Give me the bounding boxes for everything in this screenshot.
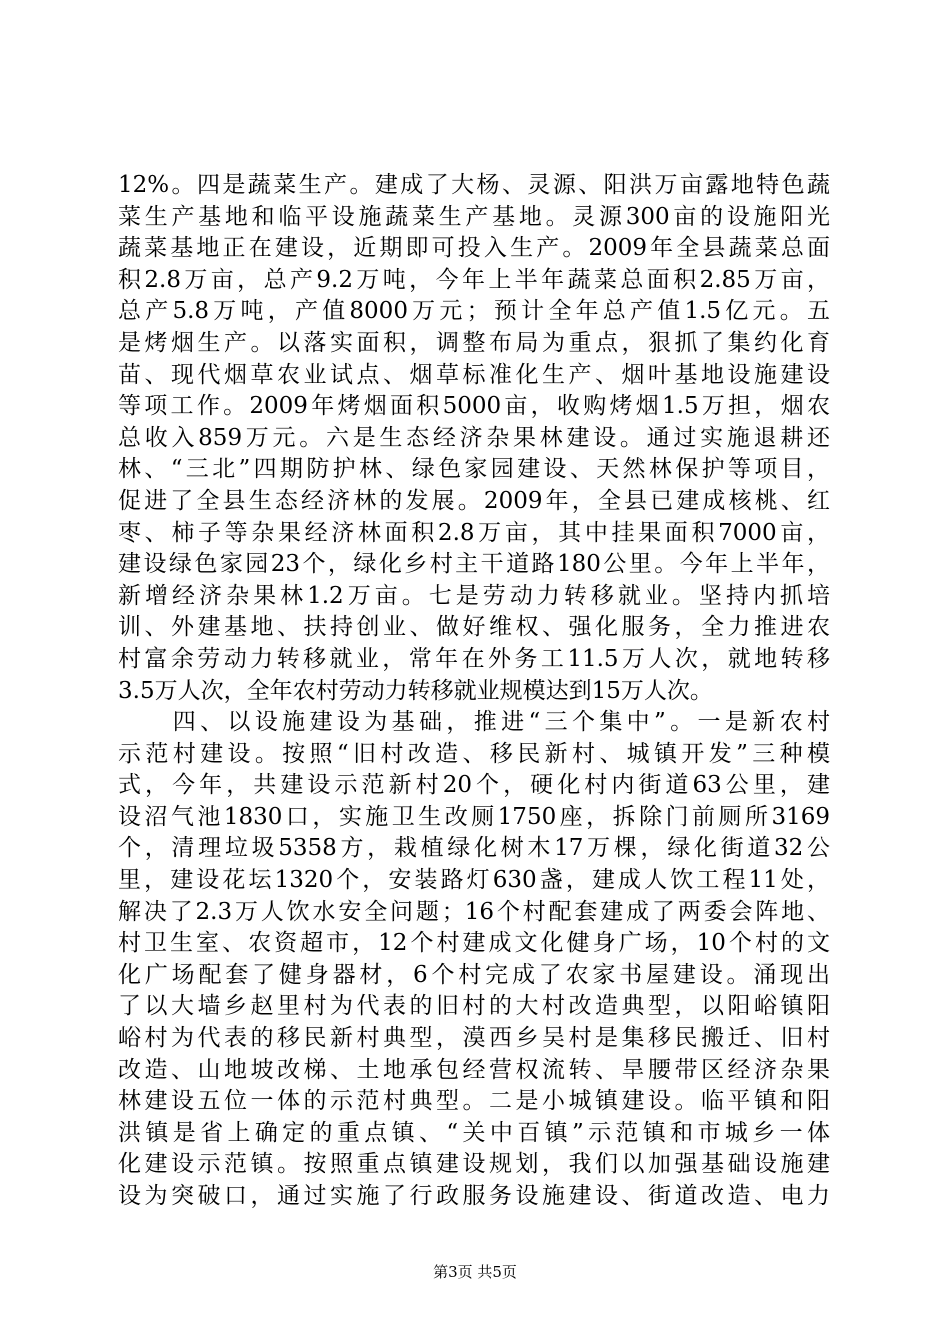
text-line: 苗、现代烟草农业试点、烟草标准化生产、烟叶基地设施建设 bbox=[118, 361, 830, 388]
text-line: 蔬菜基地正在建设，近期即可投入生产。2009年全县蔬菜总面 bbox=[118, 235, 830, 262]
text-line: 设沼气池1830口，实施卫生改厕1750座，拆除门前厕所3169 bbox=[118, 803, 830, 830]
text-line: 村卫生室、农资超市，12个村建成文化健身广场，10个村的文 bbox=[118, 930, 830, 957]
text-line: 3.5万人次，全年农村劳动力转移就业规模达到15万人次。 bbox=[118, 677, 713, 704]
text-line: 总产5.8万吨，产值8000万元；预计全年总产值1.5亿元。五 bbox=[118, 298, 830, 325]
text-line: 是烤烟生产。以落实面积，调整布局为重点，狠抓了集约化育 bbox=[118, 329, 830, 356]
page-footer: 第3页 共5页 bbox=[433, 1263, 517, 1281]
text-line: 峪村为代表的移民新村典型，漠西乡吴村是集移民搬迁、旧村 bbox=[118, 1025, 830, 1052]
text-line: 洪镇是省上确定的重点镇、“关中百镇”示范镇和市城乡一体 bbox=[118, 1119, 830, 1146]
text-line: 化广场配套了健身器材，6个村完成了农家书屋建设。涌现出 bbox=[118, 961, 830, 988]
text-line: 等项工作。2009年烤烟面积5000亩，收购烤烟1.5万担，烟农 bbox=[118, 393, 830, 420]
text-line: 建设绿色家园23个，绿化乡村主干道路180公里。今年上半年， bbox=[118, 551, 830, 578]
text-line: 村富余劳动力转移就业，常年在外务工11.5万人次，就地转移 bbox=[118, 645, 830, 672]
text-line: 改造、山地坡改梯、土地承包经营权流转、旱腰带区经济杂果 bbox=[118, 1056, 830, 1083]
text-line: 训、外建基地、扶持创业、做好维权、强化服务，全力推进农 bbox=[118, 614, 830, 641]
text-line: 12%。四是蔬菜生产。建成了大杨、灵源、阳洪万亩露地特色蔬 bbox=[118, 172, 830, 198]
text-line: 林、“三北”四期防护林、绿色家园建设、天然林保护等项目， bbox=[118, 456, 830, 483]
text-line: 林建设五位一体的示范村典型。二是小城镇建设。临平镇和阳 bbox=[118, 1088, 830, 1115]
text-line: 式，今年，共建设示范新村20个，硬化村内街道63公里，建 bbox=[118, 772, 830, 799]
text-line: 设为突破口，通过实施了行政服务设施建设、街道改造、电力 bbox=[118, 1183, 830, 1209]
text-line: 了以大墙乡赵里村为代表的旧村的大村改造典型，以阳峪镇阳 bbox=[118, 993, 830, 1020]
text-line: 四、以设施建设为基础，推进“三个集中”。一是新农村 bbox=[118, 709, 830, 736]
text-line: 解决了2.3万人饮水安全问题；16个村配套建成了两委会阵地、 bbox=[118, 898, 830, 925]
text-line: 枣、柿子等杂果经济林面积2.8万亩，其中挂果面积7000亩， bbox=[118, 519, 830, 546]
text-line: 菜生产基地和临平设施蔬菜生产基地。灵源300亩的设施阳光 bbox=[118, 203, 830, 230]
text-line: 促进了全县生态经济林的发展。2009年，全县已建成核桃、红 bbox=[118, 487, 830, 514]
text-line: 总收入859万元。六是生态经济杂果林建设。通过实施退耕还 bbox=[118, 424, 830, 451]
text-line: 里，建设花坛1320个，安装路灯630盏，建成人饮工程11处， bbox=[118, 867, 830, 894]
text-line: 示范村建设。按照“旧村改造、移民新村、城镇开发”三种模 bbox=[118, 740, 830, 767]
text-line: 积2.8万亩，总产9.2万吨，今年上半年蔬菜总面积2.85万亩， bbox=[118, 266, 830, 293]
text-line: 新增经济杂果林1.2万亩。七是劳动力转移就业。坚持内抓培 bbox=[118, 582, 830, 609]
text-line: 个，清理垃圾5358方，栽植绿化树木17万棵，绿化街道32公 bbox=[118, 835, 830, 862]
body-text bbox=[118, 170, 830, 1213]
text-line: 化建设示范镇。按照重点镇建设规划，我们以加强基础设施建 bbox=[118, 1151, 830, 1178]
